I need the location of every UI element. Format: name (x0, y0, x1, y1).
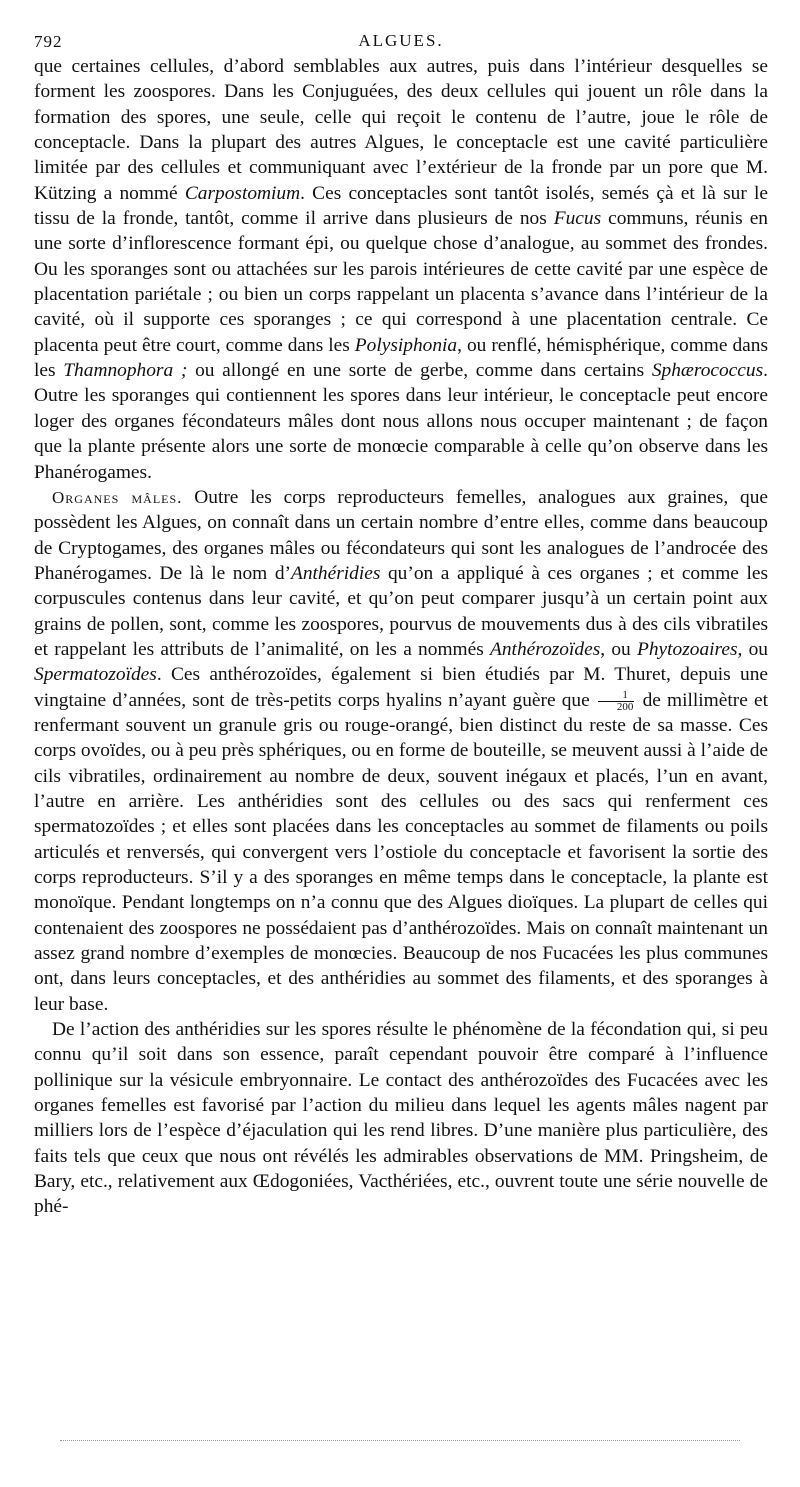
italic-term: Fucus (553, 208, 602, 230)
text-run: , ou (600, 638, 637, 660)
page-header (34, 28, 768, 54)
text-run: communs, réunis en une sorte d’inflorescence formant épi, ou quelque chose d’analogue, au sommet des frondes. Ou les sporanges sont ou attachées sur les parois intérieures de cette cavité par une espèce de placentation pariétale ; ou bien un corps rappelant un placenta s’avance dans l’intérieur de la cavité, où il supporte ces sporanges ; ce qui correspond à une placentation centrale. Ce placenta peut être court, comme dans les (34, 208, 768, 356)
fraction-numerator: 1 (598, 690, 635, 702)
paragraph-2 (34, 485, 768, 1017)
paragraph-3 (34, 1017, 768, 1220)
running-title: ALGUES. (358, 31, 444, 50)
text-run: . Outre les sporanges qui contiennent les spores dans leur intérieur, le conceptacle peut encore loger des organes fécondateurs mâles dont nous allons nous occuper maintenant ; de façon que la plante présente alors une sorte de monœcie comparable à celle qu’on observe dans les Phanérogames. (34, 360, 769, 483)
text-run: qu’on a appliqué à ces organes ; et comme les corpuscules contenus dans leur cavité, et qu’on peut comparer jusqu’à un certain point aux grains de pollen, sont, comme les zoospores, pourvus de mouvements dus à des cils vibratiles et rappelant les attributs de l’animalité, on les a nommés (34, 562, 769, 660)
italic-term: Thamnophora ; (63, 360, 188, 382)
italic-term: Carpostomium (184, 182, 301, 204)
text-run: que certaines cellules, d’abord semblables aux autres, puis dans l’intérieur desquelles se forment les zoospores. Dans les Conjuguées, des deux cellules qui jouent un rôle dans la formation des spores, une seule, celle qui reçoit le contenu de l’autre, joue le rôle de conceptacle. Dans la plupart des autres Algues, le conceptacle est une cavité particulière limitée par des cellules et communiquant avec l’extérieur de la fronde par un pore que M. Kützing a nommé (34, 56, 768, 204)
page-number: 792 (34, 32, 63, 51)
text-run: De l’action des anthéridies sur les spores résulte le phénomène de la fécondation qui, si peu connu qu’il soit dans son essence, paraît cependant pouvoir être comparé à l’influence pollinique sur la vésicule embryonnaire. Le contact des anthérozoïdes des Fucacées avec les organes femelles est favorisé par l’action du milieu dans lequel les agents mâles nagent par milliers lors de l’espèce d’éjaculation qui les rend libres. D’une manière plus particulière, des faits tels que ceux que nous ont révélés les admirables observations de MM. Pringsheim, de Bary, etc., relativement aux Œdogoniées, Vacthériées, etc., ouvrent toute une série nouvelle de phé- (34, 1019, 768, 1218)
fraction-denominator: 200 (616, 700, 634, 713)
text-run: . Ces anthérozoïdes, également si bien étudiés par M. Thuret, depuis une vingtaine d’années, sont de très-petits corps hyalins n’ayant guère que (34, 664, 768, 711)
italic-term: Anthéridies (291, 562, 381, 584)
text-run: de millimètre et renfermant souvent un granule gris ou rouge-orangé, bien distinct du reste de sa masse. Ces corps ovoïdes, ou à peu près sphériques, ou en forme de bouteille, se meuvent aussi à l’aide de cils vibratiles, ordinairement au nombre de deux, souvent inégaux et placés, l’un en avant, l’autre en arrière. Les anthéridies sont des cellules ou des sacs qui renferment ces spermatozoïdes ; et elles sont placées dans les conceptacles au sommet de filaments ou poils articulés et renversés, qui convergent vers l’ostiole du conceptacle et favorisent la sortie des corps reproducteurs. S’il y a des sporanges en même temps dans le conceptacle, la plante est monoïque. Pendant longtemps on n’a connu que des Algues dioïques. La plupart de celles qui contenaient des zoospores ne possédaient pas d’anthérozoïdes. Mais on connaît maintenant un assez grand nombre d’exemples de monœcies. Beaucoup de nos Fucacées les plus communes ont, dans leurs conceptacles, et des anthéridies au sommet des filaments, et des sporanges à leur base. (34, 689, 768, 1015)
bottom-bleed-through (60, 1440, 740, 1445)
document-page (34, 28, 768, 1220)
italic-term: Anthérozoïdes (490, 638, 601, 660)
paragraph-1 (34, 54, 768, 485)
text-run: Outre les corps reproducteurs femelles, analogues aux graines, que possèdent les Algues, on connaît dans un certain nombre d’entre elles, comme dans beaucoup de Cryptogames, des organes mâles ou fécondateurs qui sont les analogues de l’androcée des Phanérogames. De là le nom d’ (34, 486, 769, 584)
italic-term: Sphærococcus (651, 360, 764, 382)
body-text (34, 54, 768, 1220)
text-run: ou allongé en une sorte de gerbe, comme dans certains (187, 360, 652, 382)
italic-term: Polysiphonia (354, 334, 458, 356)
text-run: , ou (737, 638, 768, 660)
fraction (598, 690, 635, 713)
text-run: , ou renflé, hémisphérique, comme dans les (34, 334, 768, 382)
section-heading: Organes mâles. (52, 487, 183, 507)
italic-term: Spermatozoïdes (34, 664, 157, 686)
italic-term: Phytozoaires (636, 638, 738, 660)
text-run: . Ces conceptacles sont tantôt isolés, semés çà et là sur le tissu de la fronde, tantôt, comme il arrive dans plusieurs de nos (34, 182, 768, 230)
